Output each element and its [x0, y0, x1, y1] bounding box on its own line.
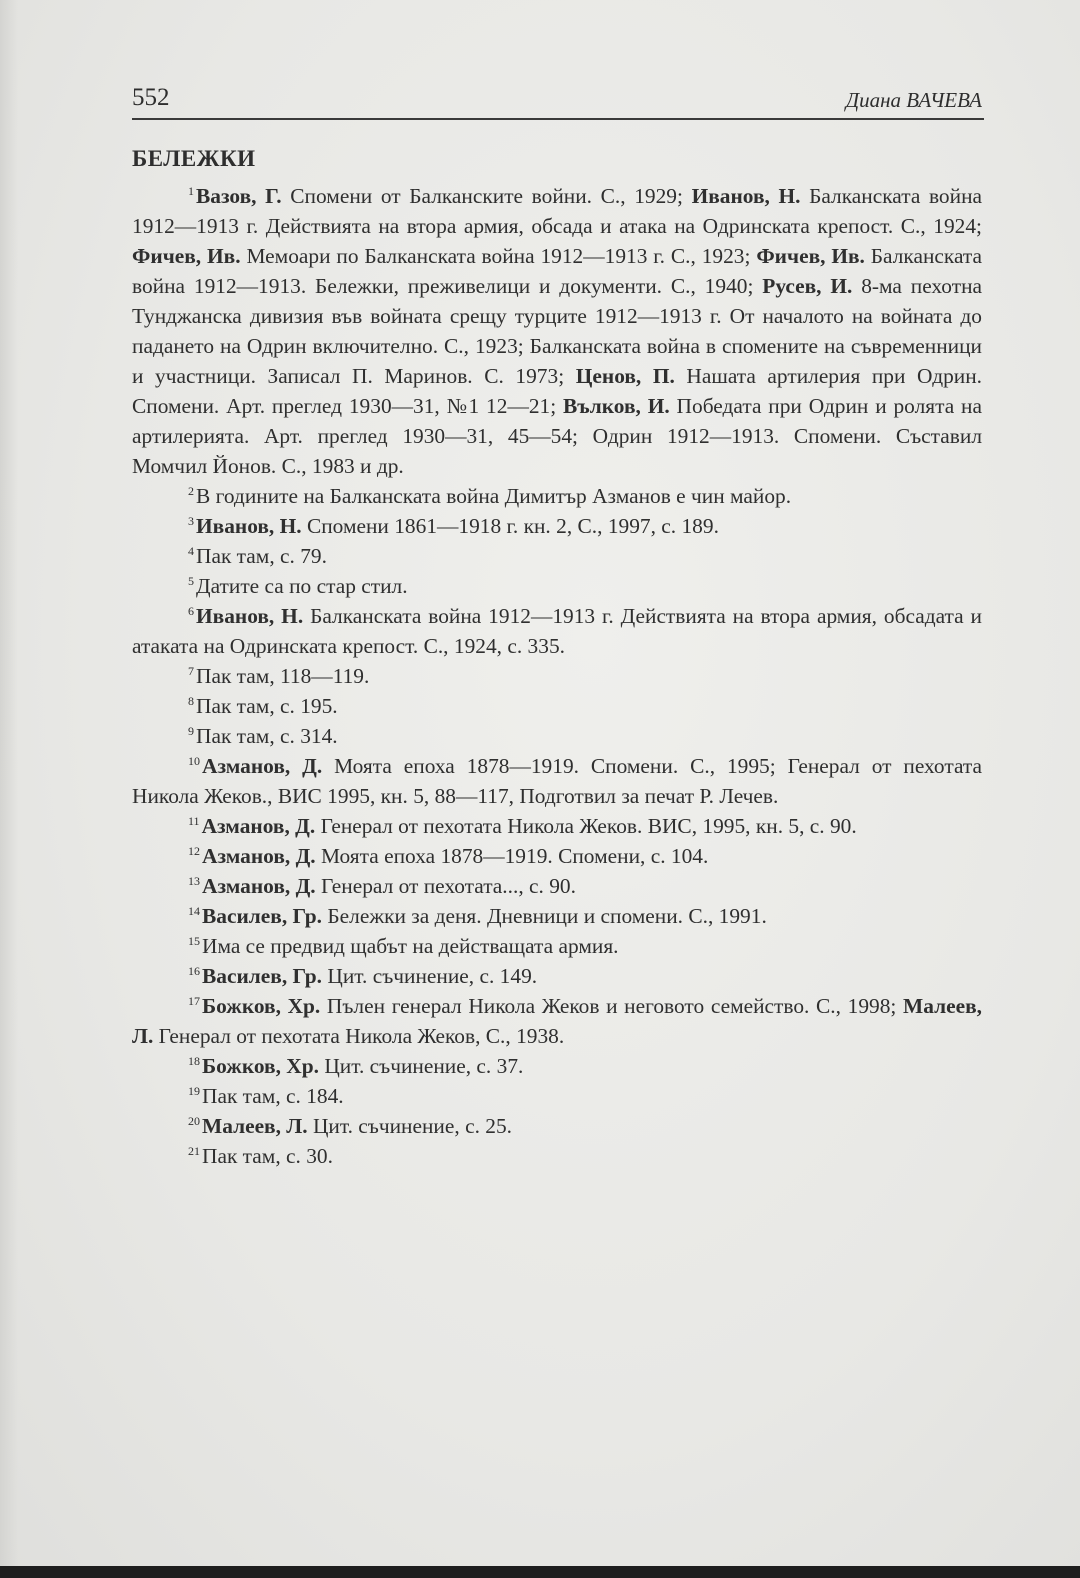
footnote-text: Василев, Гр. Цит. съчинение, с. 149. [202, 964, 538, 988]
footnote-number: 2 [188, 483, 194, 498]
footnote-number: 11 [188, 813, 200, 828]
footnote-number: 13 [188, 873, 200, 888]
footnote-number: 3 [188, 513, 194, 528]
footnote-3 [132, 511, 982, 541]
page-header [132, 82, 984, 120]
footnote-number: 6 [188, 603, 194, 618]
footnote-number: 12 [188, 843, 200, 858]
footnote-9 [132, 721, 982, 751]
page-shadow [0, 0, 18, 1566]
footnote-number: 8 [188, 693, 194, 708]
footnote-12 [132, 841, 982, 871]
footnote-number: 20 [188, 1113, 200, 1128]
footnote-number: 14 [188, 903, 200, 918]
footnote-text: Азманов, Д. Моята епоха 1878—1919. Спомени, с. 104. [202, 844, 709, 868]
footnote-text: Василев, Гр. Бележки за деня. Дневници и спомени. С., 1991. [202, 904, 767, 928]
footnote-text: Пак там, с. 195. [196, 694, 338, 718]
footnote-number: 18 [188, 1053, 200, 1068]
footnote-10 [132, 751, 982, 811]
footnote-number: 19 [188, 1083, 200, 1098]
footnote-text: Пак там, с. 30. [202, 1144, 333, 1168]
footnote-19 [132, 1081, 982, 1111]
footnote-text: Божков, Хр. Цит. съчинение, с. 37. [202, 1054, 524, 1078]
footnote-4 [132, 541, 982, 571]
footnote-16 [132, 961, 982, 991]
footnote-text: Малеев, Л. Цит. съчинение, с. 25. [202, 1114, 512, 1138]
footnote-text: Пак там, с. 314. [196, 724, 338, 748]
footnote-1 [132, 181, 982, 481]
section-title: БЕЛЕЖКИ [132, 146, 256, 171]
page-number: 552 [132, 84, 170, 111]
footnote-number: 7 [188, 663, 194, 678]
footnote-number: 9 [188, 723, 194, 738]
footnote-8 [132, 691, 982, 721]
footnote-text: Пак там, с. 79. [196, 544, 327, 568]
footnote-13 [132, 871, 982, 901]
footnote-11 [132, 811, 982, 841]
footnote-text: Пак там, с. 184. [202, 1084, 344, 1108]
running-head-author: Диана ВАЧЕВА [845, 88, 982, 112]
footnote-20 [132, 1111, 982, 1141]
footnote-text: Датите са по стар стил. [196, 574, 408, 598]
footnote-number: 4 [188, 543, 194, 558]
footnote-text: Иванов, Н. Балканската война 1912—1913 г. Действията на втора армия, обсадата и атаката на Одринската крепост. С., 1924, с. 335. [132, 604, 982, 658]
footnote-text: Иванов, Н. Спомени 1861—1918 г. кн. 2, С., 1997, с. 189. [196, 514, 719, 538]
footnote-21 [132, 1141, 982, 1171]
footnote-5 [132, 571, 982, 601]
scan-bottom-edge [0, 1566, 1080, 1578]
footnote-number: 5 [188, 573, 194, 588]
footnote-number: 15 [188, 933, 200, 948]
footnote-14 [132, 901, 982, 931]
footnote-text: Азманов, Д. Генерал от пехотата Никола Жеков. ВИС, 1995, кн. 5, с. 90. [201, 814, 857, 838]
footnote-number: 21 [188, 1143, 200, 1158]
footnote-text: Пак там, 118—119. [196, 664, 370, 688]
footnote-text: Азманов, Д. Генерал от пехотата..., с. 90. [202, 874, 576, 898]
footnote-number: 1 [188, 183, 194, 198]
footnote-text: Има се предвид щабът на действащата армия. [202, 934, 619, 958]
footnote-number: 10 [188, 753, 200, 768]
footnote-6 [132, 601, 982, 661]
footnote-text: Вазов, Г. Спомени от Балканските войни. С., 1929; Иванов, Н. Балканската война 1912—1913 г. Действията на втора армия, обсада и атака на Одринската крепост. С., 1924; Фичев, Ив. Мемоари по Балканската война 1912—1913 г. С., 1923; Фичев, Ив. Балканската война 1912—1913. Бележки, преживелици и документи. С., 1940; Русев, И. 8-ма пехотна Тунджанска дивизия във войната срещу турците 1912—1913 г. От началото на войната до падането на Одрин включително. С., 1923; Балканската война в спомените на съвременници и участници. Записал П. Маринов. С. 1973; Ценов, П. Нашата артилерия при Одрин. Спомени. Арт. преглед 1930—31, №1 12—21; Вълков, И. Победата при Одрин и ролята на артилерията. Арт. преглед 1930—31, 45—54; Одрин 1912—1913. Спомени. Съставил Момчил Йонов. С., 1983 и др. [132, 184, 983, 478]
footnote-text: В годините на Балканската война Димитър Азманов е чин майор. [196, 484, 792, 508]
footnote-text: Азманов, Д. Моята епоха 1878—1919. Спомени. С., 1995; Генерал от пехотата Никола Жеков., ВИС 1995, кн. 5, 88—117, Подготвил за печат Р. Лечев. [132, 754, 982, 808]
footnote-number: 17 [188, 993, 200, 1008]
footnote-7 [132, 661, 982, 691]
footnote-17 [132, 991, 982, 1051]
footnote-2 [132, 481, 982, 511]
footnotes-list [132, 181, 982, 1171]
footnote-15 [132, 931, 982, 961]
footnote-number: 16 [188, 963, 200, 978]
footnote-18 [132, 1051, 982, 1081]
footnote-text: Божков, Хр. Пълен генерал Никола Жеков и неговото семейство. С., 1998; Малеев, Л. Генерал от пехотата Никола Жеков, С., 1938. [132, 994, 982, 1048]
